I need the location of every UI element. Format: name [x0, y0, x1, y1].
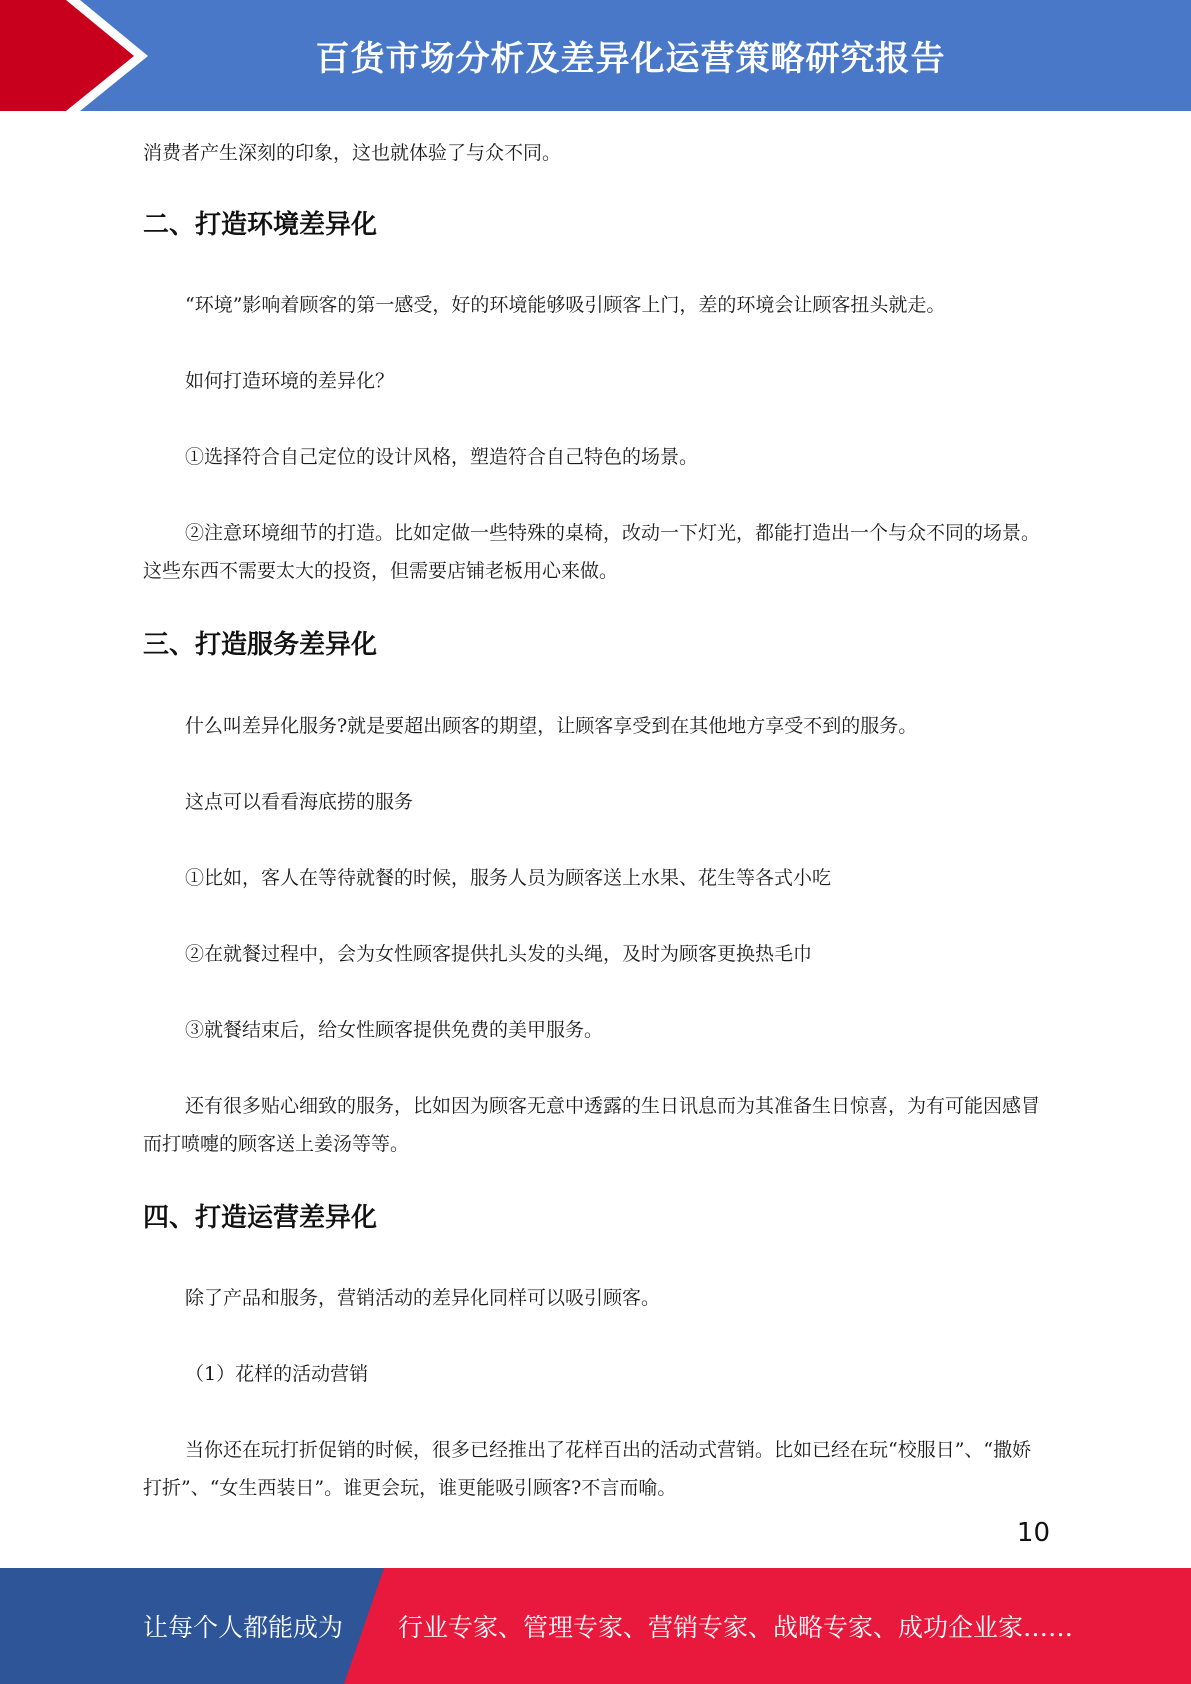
- section-heading-service: 三、打造服务差异化: [143, 630, 378, 660]
- paragraph: ②在就餐过程中，会为女性顾客提供扎头发的头绳，及时为顾客更换热毛巾: [185, 943, 813, 965]
- paragraph: 如何打造环境的差异化？: [185, 370, 395, 392]
- paragraph: 除了产品和服务，营销活动的差异化同样可以吸引顾客。: [185, 1287, 661, 1309]
- paragraph: ①比如，客人在等待就餐的时候，服务人员为顾客送上水果、花生等各式小吃: [185, 867, 832, 889]
- section-heading-operation: 四、打造运营差异化: [143, 1203, 378, 1233]
- paragraph: 还有很多贴心细致的服务，比如因为顾客无意中透露的生日讯息而为其准备生日惊喜，为有可能因感冒而打喷嚏的顾客送上姜汤等等。: [143, 1095, 1041, 1155]
- page-number: 10: [1016, 1518, 1050, 1548]
- paragraph: ③就餐结束后，给女性顾客提供免费的美甲服务。: [185, 1019, 604, 1041]
- report-title: 百货市场分析及差异化运营策略研究报告: [315, 39, 946, 79]
- footer-slogan-right: 行业专家、管理专家、营销专家、战略专家、成功企业家……: [398, 1613, 1074, 1642]
- paragraph: 消费者产生深刻的印象，这也就体验了与众不同。: [143, 142, 562, 164]
- paragraph: （1）花样的活动营销: [185, 1363, 369, 1385]
- paragraph: 这点可以看看海底捞的服务: [185, 791, 414, 813]
- paragraph: 什么叫差异化服务?就是要超出顾客的期望，让顾客享受到在其他地方享受不到的服务。: [185, 715, 918, 737]
- paragraph: ①选择符合自己定位的设计风格，塑造符合自己特色的场景。: [185, 446, 699, 468]
- paragraph: “环境”影响着顾客的第一感受，好的环境能够吸引顾客上门，差的环境会让顾客扭头就走。: [185, 294, 946, 316]
- section-heading-environment: 二、打造环境差异化: [143, 210, 378, 240]
- page-footer: [0, 1568, 1191, 1684]
- page-header: [0, 0, 1191, 111]
- paragraph: ②注意环境细节的打造。比如定做一些特殊的桌椅，改动一下灯光，都能打造出一个与众不同的场景。这些东西不需要太大的投资，但需要店铺老板用心来做。: [143, 522, 1041, 582]
- footer-slogan-left: 让每个人都能成为: [143, 1613, 344, 1642]
- paragraph: 当你还在玩打折促销的时候，很多已经推出了花样百出的活动式营销。比如已经在玩“校服日”、“撒娇打折”、“女生西装日”。谁更会玩，谁更能吸引顾客?不言而喻。: [143, 1439, 1032, 1499]
